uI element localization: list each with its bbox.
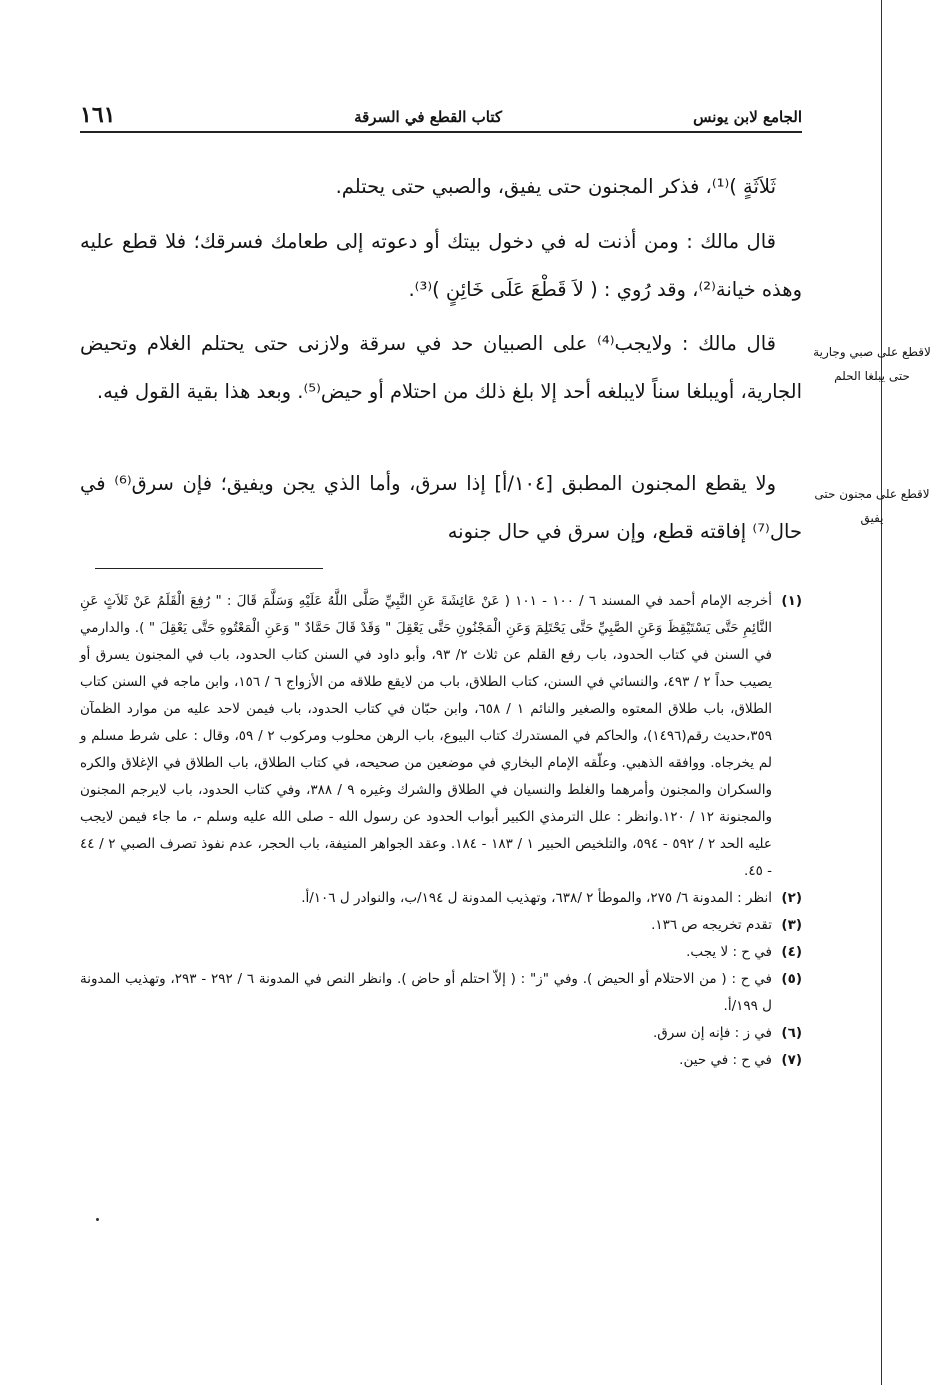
footnote-7: [80, 1047, 802, 1074]
margin-vertical-line: [881, 0, 882, 1385]
footnote-text: في ز : فإنه إن سرق.: [653, 1025, 772, 1041]
footnote-separator: [95, 568, 323, 569]
main-paragraph-3: [80, 320, 802, 416]
footnote-number: (٦): [781, 1025, 802, 1041]
footnote-3: [80, 912, 802, 939]
footnote-text: تقدم تخريجه ص ١٣٦.: [651, 917, 772, 933]
scan-speck: [96, 1218, 99, 1221]
main-paragraph-4: [80, 460, 802, 556]
footnote-5: [80, 966, 802, 1020]
paragraph-text: ثَلاَثَةٍ )⁽¹⁾، فذكر المجنون حتى يفيق، والصبي حتى يحتلم.: [335, 175, 776, 198]
footnote-2: [80, 885, 802, 912]
footnote-4: [80, 939, 802, 966]
paragraph-text: ولا يقطع المجنون المطبق [١٠٤/أ] إذا سرق، وأما الذي يجن ويفيق؛ فإن سرق⁽⁶⁾ في حال⁽⁷⁾ إفاقته قطع، وإن سرق في حال جنونه: [80, 472, 802, 543]
footnote-text: أخرجه الإمام أحمد في المسند ٦ / ١٠٠ - ١٠١ ( عَنْ عَائِشَةَ عَنِ النَّبِيِّ صَلَّى اللَّهُ عَلَيْهِ وَسَلَّمَ قَالَ : " رُفِعَ الْقَلَمُ عَنْ ثَلاَثٍ عَنِ النَّائِمِ حَتَّى يَسْتَيْقِظَ وَعَنِ الصَّبِيِّ حَتَّى يَحْتَلِمَ وَعَنِ الْمَجْنُونِ حَتَّى يَعْقِلَ " وَقَدْ قَالَ حَمَّادٌ " وَعَنِ الْمَعْتُوهِ حَتَّى يَعْقِلَ " ). والدارمي في السنن في كتاب الحدود، باب رفع القلم عن ثلاث ٢/ ٩٣، وأبو داود في السنن كتاب الحدود، باب في المجنون يسرق أو يصيب حداً ٢ / ٤٩٣، والنسائي في السنن، كتاب الطلاق، باب من لايقع طلاقه من الأزواج ٦ / ١٥٦، وابن ماجه في السنن كتاب الطلاق، باب طلاق المعتوه والصغير والنائم ١ / ٦٥٨، وابن حبّان في كتاب الحدود، باب فيمن لاحد عليه من موارد الظمآن ٣٥٩،حديث رقم(١٤٩٦)، والحاكم في المستدرك كتاب البيوع، باب الرهن محلوب ومركوب ٢ / ٥٩، وقال : على شرط مسلم و لم يخرجاه. ووافقه الذهبي. وعلّقه الإمام البخاري في موضعين من صحيحه، في كتاب الطلاق، باب الطلاق في الإغلاق والكره والسكران والمجنون وأمرهما والغلط والنسيان في الطلاق والشرك وغيره ٩ / ٣٨٨، وفي كتاب الحدود، باب لايرجم المجنون والمجنونة ١٢ / ١٢٠.وانظر : علل الترمذي الكبير أبواب الحدود عن رسول الله - صلى الله عليه وسلم -، ما جاء فيمن لايجب عليه الحد ٢ / ٥٩٢ - ٥٩٤، والتلخيص الحبير ١ / ١٨٣ - ١٨٤. وعقد الجواهر المنيفة، باب الحجر، عدم نفوذ تصرف الصبي ٢ / ٤٤ - ٤٥.: [80, 593, 772, 879]
running-header: [80, 104, 802, 130]
footnote-text: في ح : في حين.: [679, 1052, 772, 1068]
margin-note-1: لاقطع على صبي وجارية حتى يبلغا الحلم: [813, 345, 931, 383]
footnote-text: في ح : ( من الاحتلام أو الحيض ). وفي "ز" : ( إلاّ احتلم أو حاض ). وانظر النص في المدونة ٦ / ٢٩٢ - ٢٩٣، وتهذيب المدونة ل ١٩٩/أ.: [80, 971, 772, 1014]
paragraph-text: قال مالك : ولايجب⁽⁴⁾ على الصبيان حد في سرقة ولازنى حتى يحتلم الغلام وتحيض الجارية، أويبلغا سناً لايبلغه أحد إلا بلغ ذلك من احتلام أو حيض⁽⁵⁾. وبعد هذا بقية القول فيه.: [80, 332, 802, 403]
footnote-number: (٤): [781, 944, 802, 960]
paragraph-text: قال مالك : ومن أذنت له في دخول بيتك أو دعوته إلى طعامك فسرقك؛ فلا قطع عليه وهذه خيانة⁽²⁾، وقد رُوي : ( لاَ قَطْعَ عَلَى خَائِنٍ )⁽³⁾.: [80, 230, 802, 301]
header-rule: [80, 131, 802, 133]
chapter-title: كتاب القطع في السرقة: [354, 108, 502, 126]
footnotes: [80, 588, 802, 1074]
footnote-number: (٥): [781, 971, 802, 987]
footnote-6: [80, 1020, 802, 1047]
book-title: الجامع لابن يونس: [693, 108, 802, 126]
footnote-number: (٢): [781, 890, 802, 906]
margin-note-2: لاقطع على مجنون حتى يفيق: [814, 487, 930, 525]
footnote-1: [80, 588, 802, 885]
footnote-number: (٣): [781, 917, 802, 933]
main-paragraph-1: [80, 163, 802, 211]
main-paragraph-2: [80, 218, 802, 314]
footnote-number: (٧): [781, 1052, 802, 1068]
footnote-text: انظر : المدونة ٦/ ٢٧٥، والموطأ ٢ /٦٣٨، وتهذيب المدونة ل ١٩٤/ب، والنوادر ل ١٠٦/أ.: [301, 890, 772, 906]
page-number: ١٦١: [80, 102, 116, 128]
footnote-number: (١): [781, 593, 802, 609]
footnote-text: في ح : لا يجب.: [686, 944, 772, 960]
